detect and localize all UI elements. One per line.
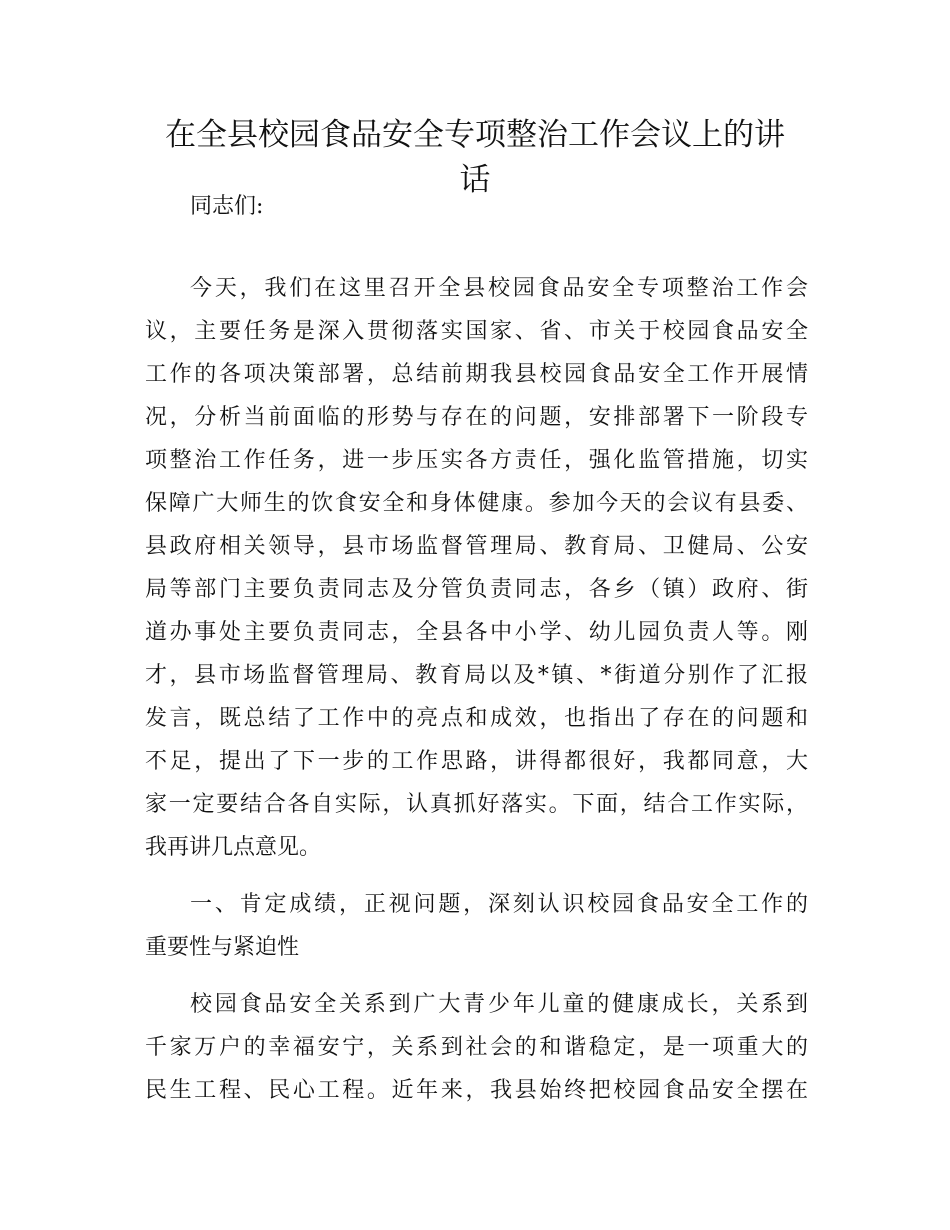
paragraph-line: 道办事处主要负责同志，全县各中小学、幼儿园负责人等。刚 xyxy=(145,620,808,645)
paragraph-line: 保障广大师生的饮食安全和身体健康。参加今天的会议有县委、 xyxy=(145,491,808,516)
paragraph-line: 发言，既总结了工作中的亮点和成效，也指出了存在的问题和 xyxy=(145,706,808,731)
document-title-line-2: 话 xyxy=(459,162,491,198)
paragraph-line: 今天，我们在这里召开全县校园食品安全专项整治工作会 xyxy=(190,276,808,301)
paragraph-line: 校园食品安全关系到广大青少年儿童的健康成长，关系到 xyxy=(190,992,808,1017)
paragraph-line: 项整治工作任务，进一步压实各方责任，强化监管措施，切实 xyxy=(145,448,808,473)
document-title-line-1: 在全县校园食品安全专项整治工作会议上的讲 xyxy=(165,117,785,153)
paragraph-line: 千家万户的幸福安宁，关系到社会的和谐稳定，是一项重大的 xyxy=(145,1035,808,1060)
paragraph-line: 才，县市场监督管理局、教育局以及*镇、*街道分别作了汇报 xyxy=(145,663,808,688)
paragraph-line: 我再讲几点意见。 xyxy=(145,835,322,860)
section-heading-line: 一、肯定成绩，正视问题，深刻认识校园食品安全工作的 xyxy=(190,892,808,917)
paragraph-line: 局等部门主要负责同志及分管负责同志，各乡（镇）政府、街 xyxy=(145,577,808,602)
salutation: 同志们: xyxy=(190,194,264,219)
paragraph-line: 况，分析当前面临的形势与存在的问题，安排部署下一阶段专 xyxy=(145,405,808,430)
paragraph-line: 县政府相关领导，县市场监督管理局、教育局、卫健局、公安 xyxy=(145,534,808,559)
paragraph-line: 工作的各项决策部署，总结前期我县校园食品安全工作开展情 xyxy=(145,362,808,387)
paragraph-line: 家一定要结合各自实际，认真抓好落实。下面，结合工作实际， xyxy=(145,792,808,817)
paragraph-line: 民生工程、民心工程。近年来，我县始终把校园食品安全摆在 xyxy=(145,1078,808,1103)
paragraph-line: 议，主要任务是深入贯彻落实国家、省、市关于校园食品安全 xyxy=(145,319,808,344)
section-heading-line: 重要性与紧迫性 xyxy=(145,935,300,960)
paragraph-line: 不足，提出了下一步的工作思路，讲得都很好，我都同意，大 xyxy=(145,749,808,774)
